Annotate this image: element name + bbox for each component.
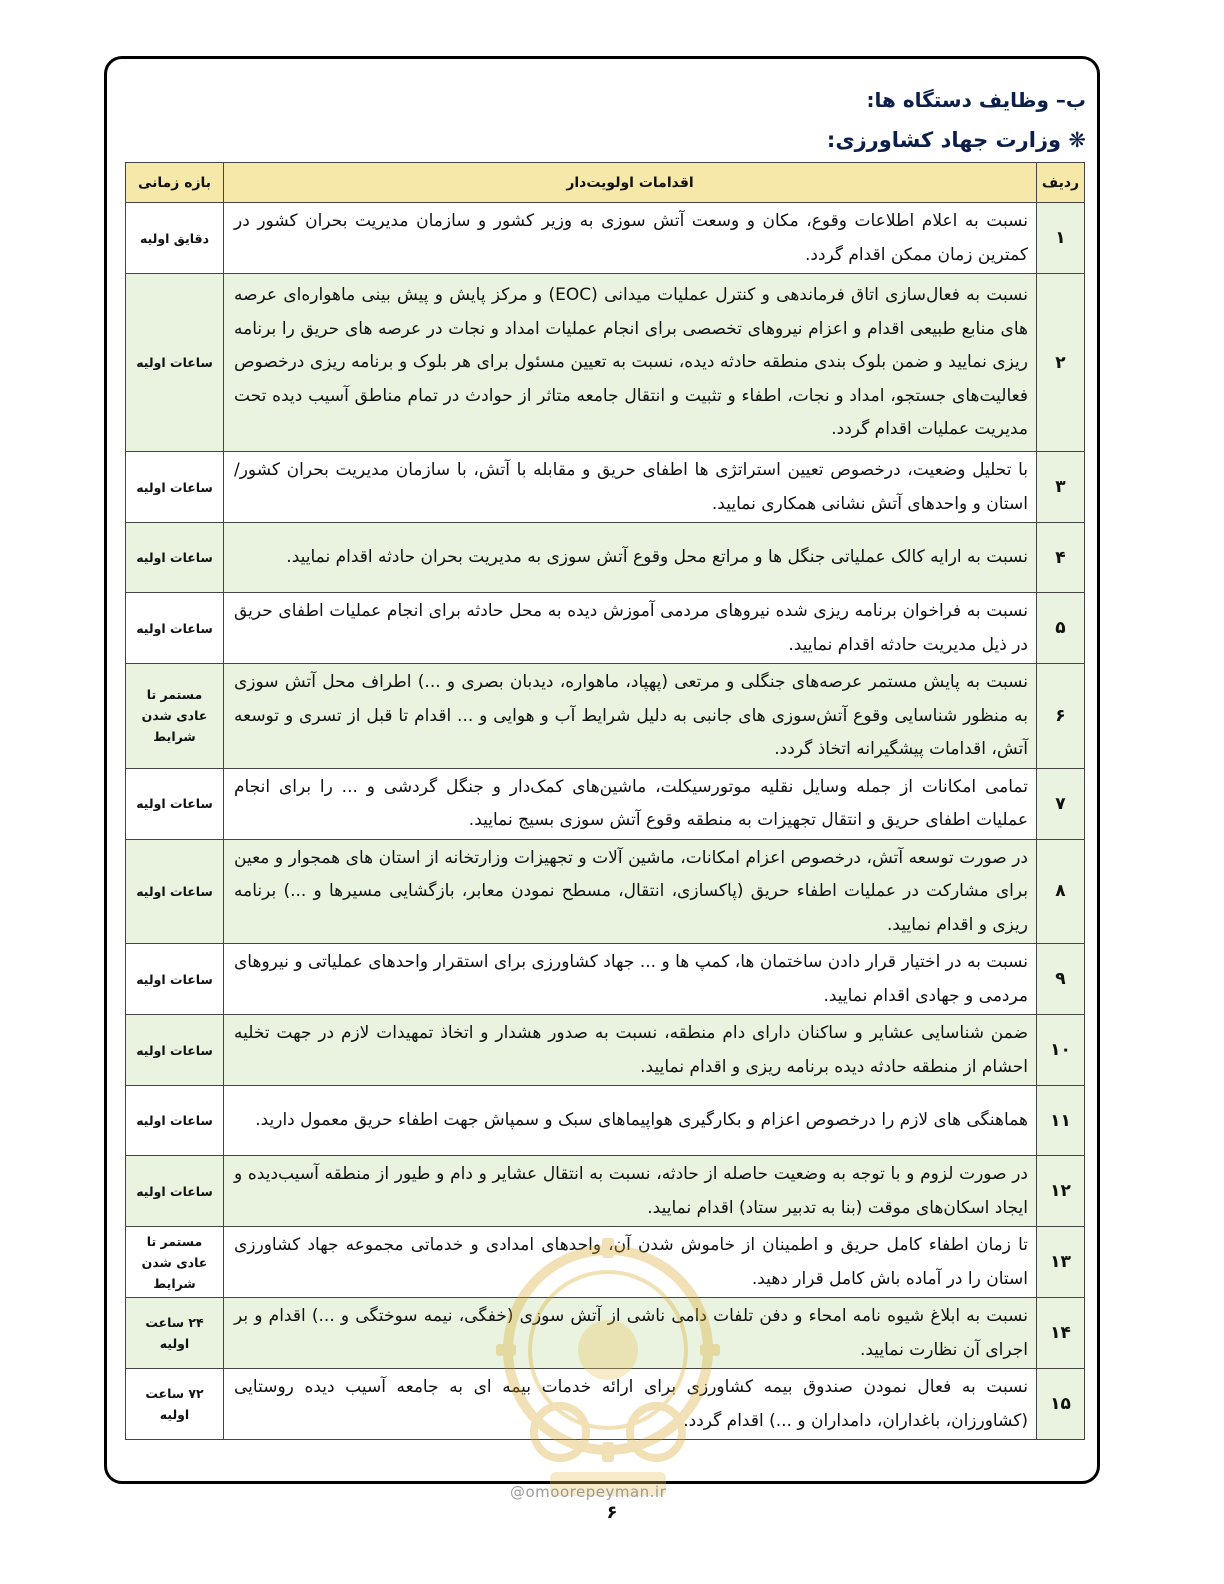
table-row — [126, 203, 1085, 274]
page-number: ۶ — [606, 1502, 618, 1523]
row-number: ۱۱ — [1037, 1086, 1085, 1156]
row-number: ۲ — [1037, 274, 1085, 452]
table-row — [126, 1086, 1085, 1156]
table-row — [126, 1156, 1085, 1227]
row-number: ۱۵ — [1037, 1369, 1085, 1440]
table-row — [126, 839, 1085, 944]
table-row — [126, 593, 1085, 664]
time-period: ساعات اولیه — [126, 944, 224, 1015]
time-period: ساعات اولیه — [126, 452, 224, 523]
row-number: ۳ — [1037, 452, 1085, 523]
action-text: نسبت به فراخوان برنامه ریزی شده نیروهای مردمی آموزش دیده به محل حادثه برای انجام عملیات اطفای حریق در ذیل مدیریت حادثه اقدام نمایید. — [224, 593, 1037, 664]
watermark-logo-icon — [490, 1232, 726, 1508]
time-period: ساعات اولیه — [126, 1015, 224, 1086]
action-text: نسبت به فعال‌سازی اتاق فرماندهی و کنترل عملیات میدانی (EOC) و مرکز پایش و پیش بینی ماهواره‌ای عرصه های منابع طبیعی اقدام و اعزام نیروهای تخصصی برای انجام عملیات امداد و نجات در عرصه های حریق را برنامه ریزی نمایید و ضمن بلوک بندی منطقه حادثه دیده، نسبت به تعیین مسئول برای هر بلوک و برنامه ریزی درخصوص فعالیت‌های جستجو، امداد و نجات، اطفاء و تثبیت و انتقال جامعه متاثر از حوادث در تمام مناطق آسیب دیده تحت مدیریت عملیات اقدام گردد. — [224, 274, 1037, 452]
header-priority-actions: اقدامات اولویت‌دار — [224, 163, 1037, 203]
time-period: مستمر تا عادی شدن شرایط — [126, 1227, 224, 1298]
header-row-number: ردیف — [1037, 163, 1085, 203]
table-row — [126, 523, 1085, 593]
table-row — [126, 664, 1085, 769]
time-period: ۷۲ ساعت اولیه — [126, 1369, 224, 1440]
watermark-site-url: @omoorepeyman.ir — [510, 1483, 667, 1501]
table-row — [126, 1015, 1085, 1086]
time-period: ساعات اولیه — [126, 1156, 224, 1227]
time-period: ساعات اولیه — [126, 768, 224, 839]
table-header-row — [126, 163, 1085, 203]
row-number: ۱۳ — [1037, 1227, 1085, 1298]
row-number: ۴ — [1037, 523, 1085, 593]
time-period: ۲۴ ساعت اولیه — [126, 1298, 224, 1369]
action-text: نسبت به ارایه کالک عملیاتی جنگل ها و مراتع محل وقوع آتش سوزی به مدیریت بحران حادثه اقدام نمایید. — [224, 523, 1037, 593]
action-text: با تحلیل وضعیت، درخصوص تعیین استراتژی ها اطفای حریق و مقابله با آتش، با سازمان مدیریت بحران کشور/استان و واحدهای آتش نشانی همکاری نمایید. — [224, 452, 1037, 523]
table-row — [126, 944, 1085, 1015]
time-period: ساعات اولیه — [126, 1086, 224, 1156]
row-number: ۵ — [1037, 593, 1085, 664]
row-number: ۷ — [1037, 768, 1085, 839]
time-period: ساعات اولیه — [126, 839, 224, 944]
time-period: دقایق اولیه — [126, 203, 224, 274]
time-period: ساعات اولیه — [126, 523, 224, 593]
time-period: مستمر تا عادی شدن شرایط — [126, 664, 224, 769]
action-text: نسبت به پایش مستمر عرصه‌های جنگلی و مرتعی (پهپاد، ماهواره، دیدبان بصری و ...) اطراف محل آتش سوزی به منظور شناسایی وقوع آتش‌سوزی های جانبی به دلیل شرایط آب و هوایی و ... اقدام تا قبل از تسری و توسعه آتش، اقدامات پیشگیرانه اتخاذ گردد. — [224, 664, 1037, 769]
table-row — [126, 274, 1085, 452]
action-text: نسبت به ابلاغ شیوه نامه امحاء و دفن تلفات دامی ناشی از آتش سوزی (خفگی، نیمه سوختگی و ...) اقدام و بر اجرای آن نظارت نمایید. — [224, 1298, 1037, 1369]
row-number: ۸ — [1037, 839, 1085, 944]
row-number: ۶ — [1037, 664, 1085, 769]
action-text: هماهنگی های لازم را درخصوص اعزام و بکارگیری هواپیماهای سبک و سمپاش جهت اطفاء حریق معمول دارید. — [224, 1086, 1037, 1156]
row-number: ۹ — [1037, 944, 1085, 1015]
time-period: ساعات اولیه — [126, 593, 224, 664]
time-period: ساعات اولیه — [126, 274, 224, 452]
action-text: تا زمان اطفاء کامل حریق و اطمینان از خاموش شدن آن، واحدهای امدادی و خدماتی مجموعه جهاد کشاورزی استان را در آماده باش کامل قرار دهید. — [224, 1227, 1037, 1298]
action-text: نسبت به اعلام اطلاعات وقوع، مکان و وسعت آتش سوزی به وزیر کشور و سازمان مدیریت بحران کشور در کمترین زمان ممکن اقدام گردد. — [224, 203, 1037, 274]
table-row — [126, 452, 1085, 523]
action-text: ضمن شناسایی عشایر و ساکنان دارای دام منطقه، نسبت به صدور هشدار و اتخاذ تمهیدات لازم در جهت تخلیه احشام از منطقه حادثه دیده برنامه ریزی و اقدام نمایید. — [224, 1015, 1037, 1086]
action-text: تمامی امکانات از جمله وسایل نقلیه موتورسیکلت، ماشین‌های کمک‌دار و جنگل گردشی و ... را برای انجام عملیات اطفای حریق و انتقال تجهیزات به منطقه وقوع آتش سوزی بسیج نمایید. — [224, 768, 1037, 839]
action-text: نسبت به فعال نمودن صندوق بیمه کشاورزی برای ارائه خدمات بیمه ای به جامعه آسیب دیده روستایی (کشاورزان، باغداران، دامداران و ...) اقدام گردد. — [224, 1369, 1037, 1440]
row-number: ۱۲ — [1037, 1156, 1085, 1227]
row-number: ۱۰ — [1037, 1015, 1085, 1086]
action-text: در صورت لزوم و با توجه به وضعیت حاصله از حادثه، نسبت به انتقال عشایر و دام و طیور از منطقه آسیب‌دیده و ایجاد اسکان‌های موقت (بنا به تدبیر ستاد) اقدام نمایید. — [224, 1156, 1037, 1227]
ministry-heading: ❋ وزارت جهاد کشاورزی: — [826, 128, 1086, 152]
table-row — [126, 768, 1085, 839]
row-number: ۱ — [1037, 203, 1085, 274]
action-text: در صورت توسعه آتش، درخصوص اعزام امکانات، ماشین آلات و تجهیزات وزارتخانه از استان های همجوار و معین برای مشارکت در عملیات اطفاء حریق (پاکسازی، انتقال، مسطح نمودن معابر، بازگشایی مسیرها و ...) برنامه ریزی و اقدام نمایید. — [224, 839, 1037, 944]
row-number: ۱۴ — [1037, 1298, 1085, 1369]
action-text: نسبت به در اختیار قرار دادن ساختمان ها، کمپ ها و ... جهاد کشاورزی برای استقرار واحدهای عملیاتی و نیروهای مردمی و جهادی اقدام نمایید. — [224, 944, 1037, 1015]
section-heading: ب– وظایف دستگاه ها: — [866, 88, 1086, 112]
header-time-period: بازه زمانی — [126, 163, 224, 203]
